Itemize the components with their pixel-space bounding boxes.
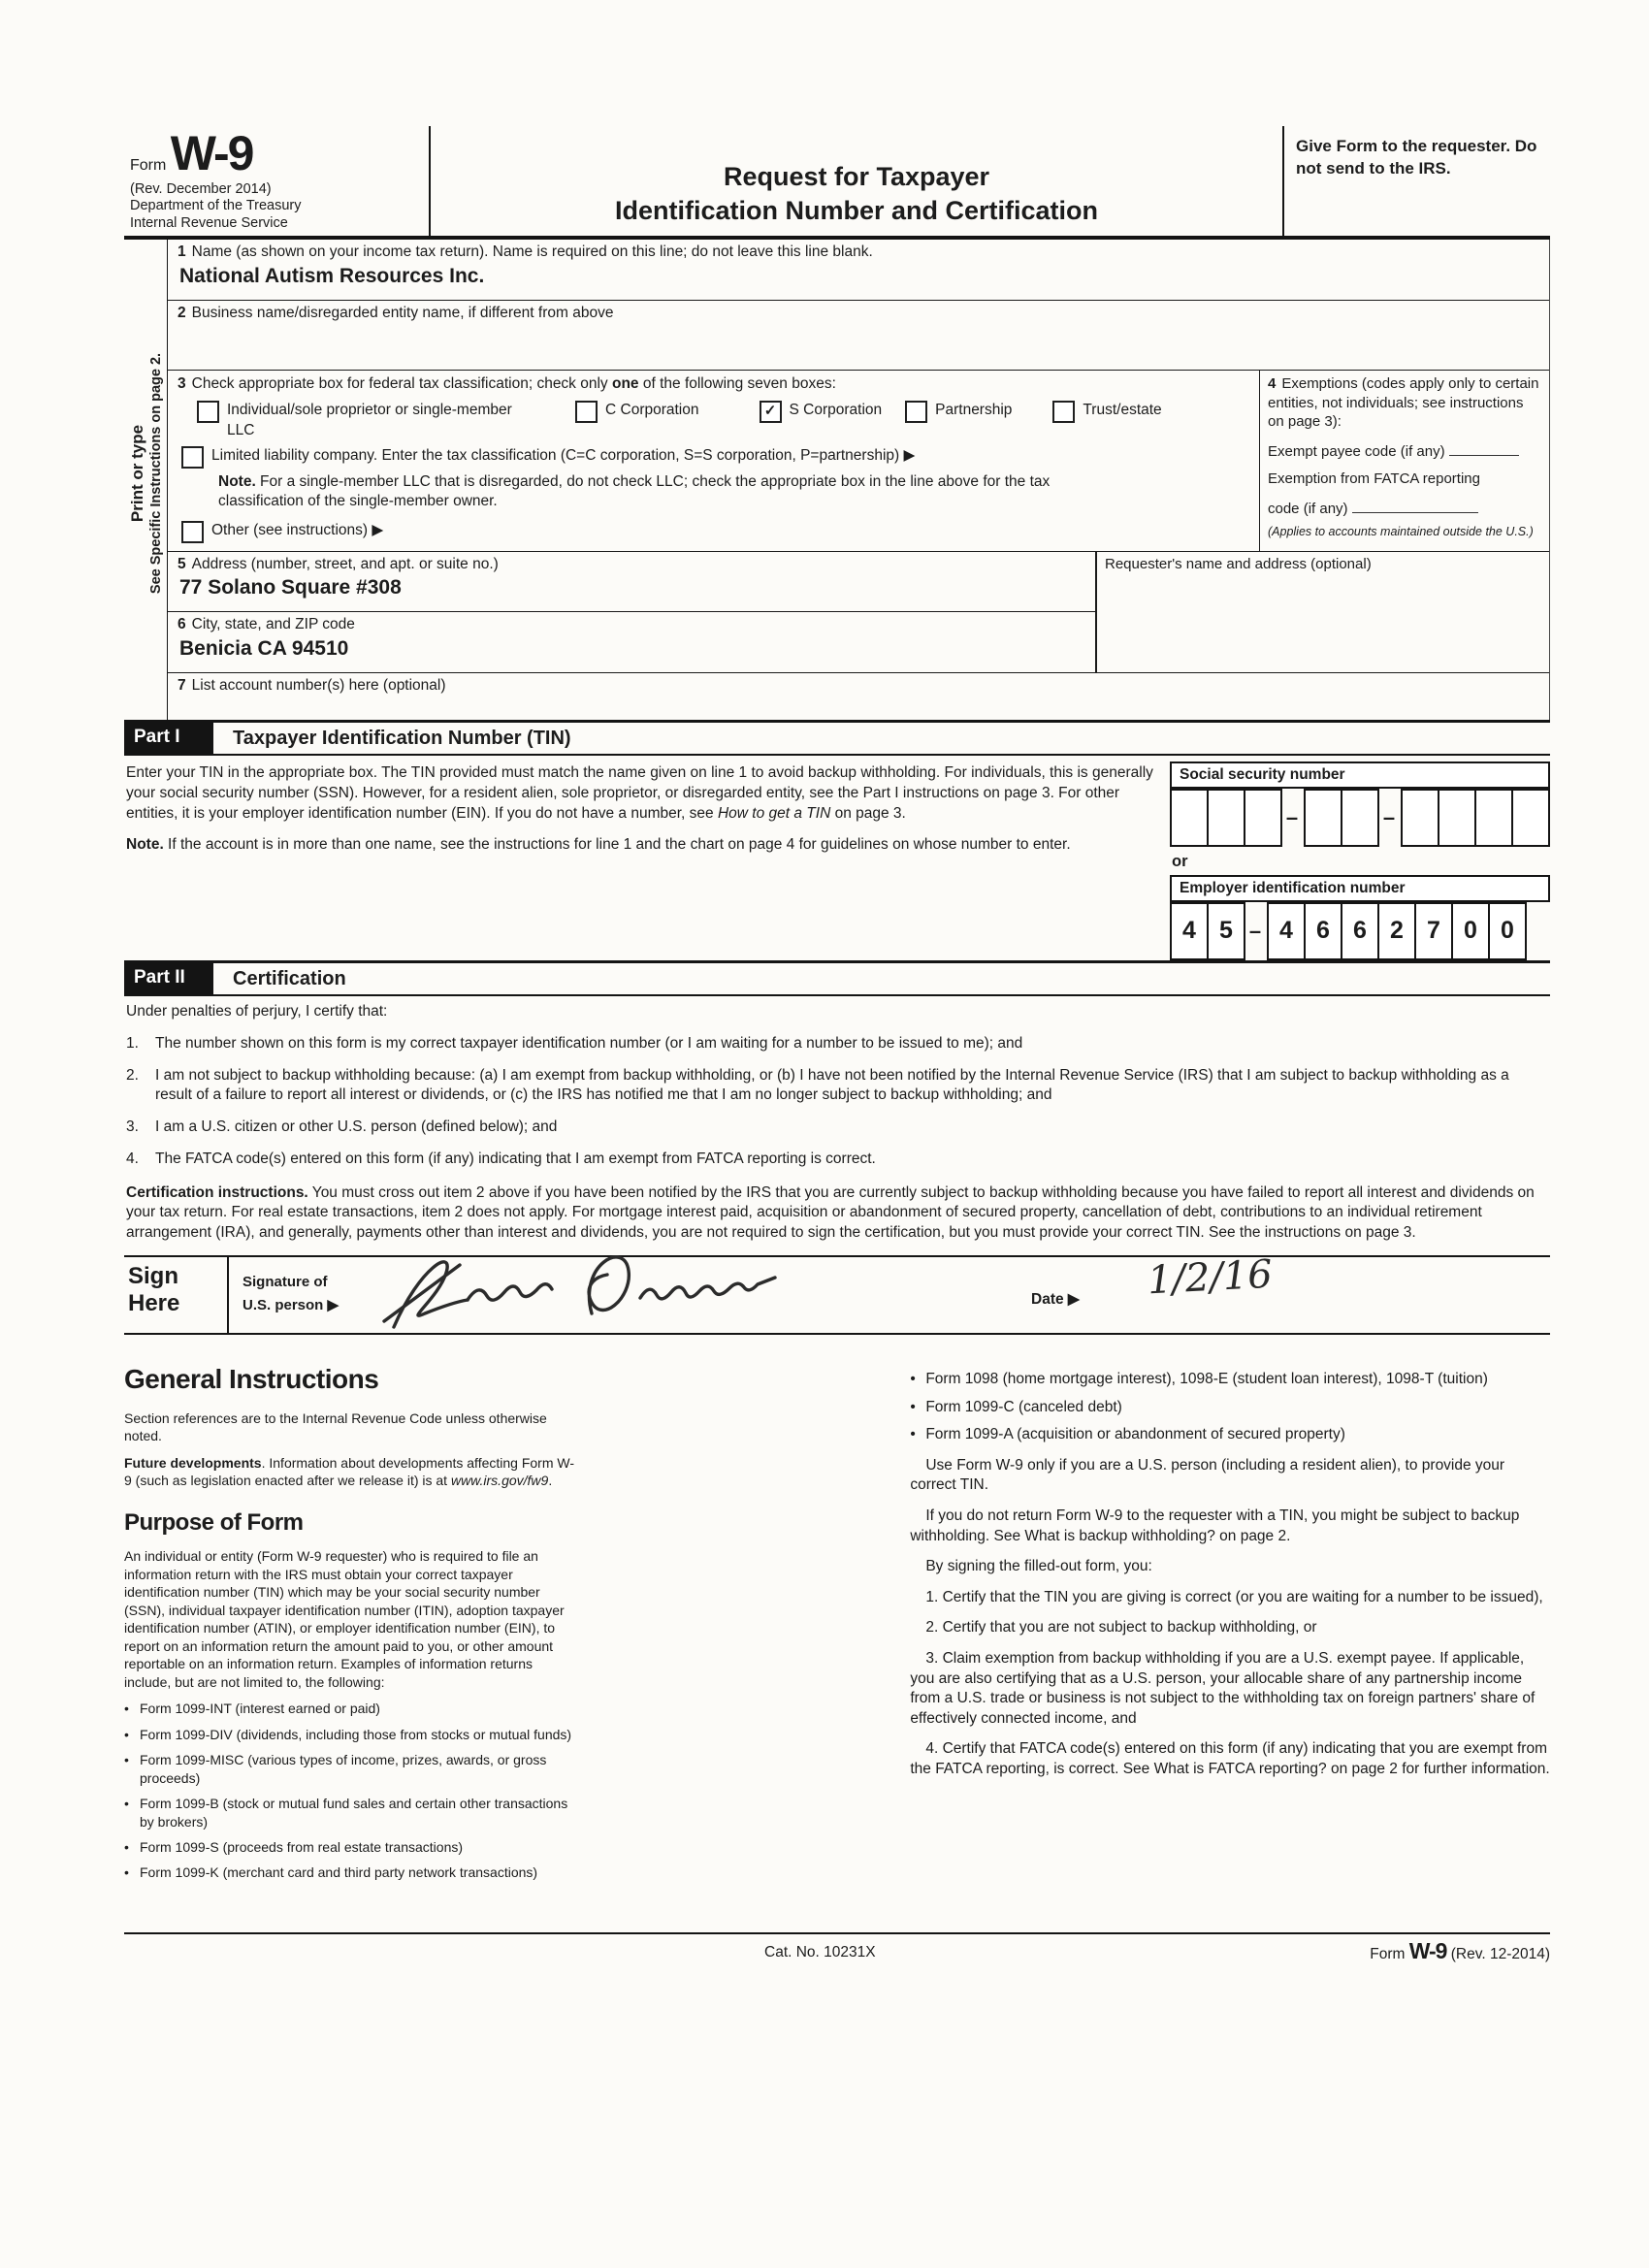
checkbox-item-individual <box>197 401 517 439</box>
ein-cell[interactable]: 6 <box>1341 902 1379 960</box>
footer-form-number: W-9 <box>1408 1937 1447 1963</box>
sign-here-row <box>124 1251 1550 1335</box>
bullet-text: Form 1099-K (merchant card and third party network transactions) <box>140 1864 538 1881</box>
ssn-dash: – <box>1382 805 1396 830</box>
form-header <box>124 126 1550 240</box>
requester-label: Requester's name and address (optional) <box>1105 555 1372 572</box>
bullet-dot: • <box>910 1370 916 1387</box>
llc-checkbox-row <box>181 446 1259 469</box>
line7-number: 7 <box>178 676 186 694</box>
or-label: or <box>1172 853 1188 871</box>
print-or-type-label: Print or type <box>128 425 146 523</box>
line2-business-name-row <box>168 301 1549 371</box>
ssn-cell[interactable] <box>1474 789 1513 847</box>
bullet-dot: • <box>124 1701 129 1717</box>
footer-form-word: Form <box>1370 1945 1406 1962</box>
ssn-cell[interactable] <box>1511 789 1550 847</box>
bullet-dot: • <box>910 1398 916 1415</box>
sign-word: Sign <box>128 1262 178 1289</box>
left-bullet-item <box>124 1726 574 1743</box>
section-references-paragraph: Section references are to the Internal Revenue Code unless otherwise noted. <box>124 1409 547 1444</box>
ssn-dash: – <box>1285 805 1299 830</box>
here-word: Here <box>128 1289 180 1316</box>
llc-note-bold: Note. <box>218 472 256 490</box>
left-bullet-item <box>124 1863 574 1881</box>
partnership-checkbox[interactable] <box>905 401 927 423</box>
certification-item-number: 2. <box>126 1066 139 1084</box>
ein-cell[interactable]: 4 <box>1267 902 1306 960</box>
certification-text <box>124 996 1550 1244</box>
footer-revision: (Rev. 12-2014) <box>1450 1945 1550 1962</box>
part2-header <box>124 960 1550 996</box>
line4-number: 4 <box>1268 375 1277 392</box>
part1-note-text: If the account is in more than one name, see the instructions for line 1 and the chart on page 4 for guidelines on whose number to enter. <box>163 836 1071 854</box>
certification-instructions-text: You must cross out item 2 above if you have been notified by the IRS that you are currently subject to backup withholding because you have failed to report all interest and dividends on your tax return. For real estate transactions, item 2 does not apply. For mortgage interest paid, acquisition or abandonment of secured property, cancellation of debt, contributions to an individual retirement arrangement (IRA), and generally, payments other than interest and dividends, you are not required to sign the certification, but you must provide your correct TIN. See the instructions on page 3. <box>126 1183 1535 1242</box>
by-signing-paragraph: By signing the filled-out form, you: <box>925 1558 1152 1575</box>
part1-paragraph-italic: How to get a TIN <box>717 804 831 822</box>
line5-label: Address (number, street, and apt. or suite no.) <box>191 555 499 572</box>
line1-number: 1 <box>178 243 186 261</box>
use-form-paragraph: Use Form W-9 only if you are a U.S. person (including a resident alien), to provide your correct TIN. <box>910 1456 1505 1494</box>
individual-checkbox-label: Individual/sole proprietor or single-member LLC <box>227 402 512 438</box>
fatca-code-label: code (if any) <box>1268 500 1348 517</box>
ssn-cell[interactable] <box>1244 789 1282 847</box>
requester-name-box <box>1095 552 1549 672</box>
tin-boxes-column <box>1170 756 1550 960</box>
bullet-text: Form 1099-MISC (various types of income, prizes, awards, or gross proceeds) <box>140 1752 547 1786</box>
checkbox-item-c-corporation <box>575 401 699 423</box>
right-bullet-item <box>910 1370 1550 1390</box>
bullet-text: Form 1099-INT (interest earned or paid) <box>140 1701 380 1717</box>
certification-item <box>126 1150 1546 1170</box>
other-checkbox[interactable] <box>181 521 204 543</box>
certification-item-text: The FATCA code(s) entered on this form (if any) indicating that I am exempt from FATCA reporting is correct. <box>155 1150 876 1167</box>
page-footer <box>124 1932 1550 1973</box>
fatca-label-line1: Exemption from FATCA reporting <box>1268 470 1480 487</box>
trust-estate-checkbox-label: Trust/estate <box>1083 402 1162 419</box>
s-corporation-checkbox-checked[interactable]: ✓ <box>760 401 782 423</box>
catalog-number: Cat. No. 10231X <box>764 1943 876 1960</box>
llc-checkbox[interactable] <box>181 446 204 469</box>
line5-address-row <box>168 552 1095 612</box>
line5-number: 5 <box>178 555 186 572</box>
bullet-text: Form 1098 (home mortgage interest), 1098-E (student loan interest), 1098-T (tuition) <box>925 1370 1488 1387</box>
certification-item-number: 1. <box>126 1034 139 1052</box>
ssn-cell[interactable] <box>1401 789 1439 847</box>
line3-label-bold: one <box>611 375 639 392</box>
ein-cell[interactable]: 4 <box>1170 902 1209 960</box>
right-numbered-item: 3. Claim exemption from backup withholding if you are a U.S. exempt payee. If applicable, you are also certifying that as a U.S. person, your allocable share of any partnership income from a U.S. trade or business is not subject to the withholding tax on foreign partners' share of effectively connected income, and <box>910 1650 1536 1727</box>
checkbox-item-s-corporation <box>760 401 883 423</box>
exemptions-box <box>1259 371 1549 551</box>
city-state-zip-field-value[interactable]: Benicia CA 94510 <box>179 636 349 660</box>
llc-note <box>218 472 1072 511</box>
form-revision: (Rev. December 2014) <box>130 181 272 197</box>
llc-note-text: For a single-member LLC that is disregarded, do not check LLC; check the appropriate box in the line above for the tax classification of the single-member owner. <box>218 472 1051 509</box>
ssn-cell[interactable] <box>1438 789 1476 847</box>
ssn-label-box: Social security number <box>1170 761 1550 789</box>
form-number: W-9 <box>170 126 253 180</box>
certification-item-text: I am not subject to backup withholding because: (a) I am exempt from backup withholding, or (b) I have not been notified by the Internal Revenue Service (IRS) that I am subject to backup withholding as a result of a failure to report all interest or dividends, or (c) the IRS has notified me that I am no longer subject to backup withholding; and <box>155 1066 1509 1104</box>
ein-dash: – <box>1248 919 1262 944</box>
bullet-dot: • <box>910 1426 916 1443</box>
line6-number: 6 <box>178 616 186 633</box>
line2-number: 2 <box>178 304 186 321</box>
address-requester-wrap <box>168 552 1549 673</box>
ssn-cell[interactable] <box>1170 789 1209 847</box>
classification-checkbox-row <box>178 401 1259 439</box>
certification-instructions-bold: Certification instructions. <box>126 1183 308 1201</box>
upper-form <box>124 240 1550 723</box>
line3-label-pre: Check appropriate box for federal tax classification; check only <box>191 375 612 392</box>
department-line: Department of the Treasury <box>130 198 302 213</box>
fatca-line2 <box>1268 498 1541 519</box>
form-title-line1: Request for Taxpayer <box>723 162 990 192</box>
fatca-code-field[interactable] <box>1352 498 1478 513</box>
future-developments-text: . Information about developments affecting Form W-9 (such as legislation enacted after we release it) is at <box>124 1454 575 1489</box>
checkbox-item-trust-estate <box>1052 401 1161 423</box>
fields-column <box>167 240 1550 720</box>
partnership-checkbox-label: Partnership <box>935 402 1013 419</box>
applies-outside-us-note: (Applies to accounts maintained outside the U.S.) <box>1268 525 1534 538</box>
future-developments-bold: Future developments <box>124 1454 262 1471</box>
exempt-payee-label: Exempt payee code (if any) <box>1268 442 1445 460</box>
future-developments-paragraph <box>124 1454 574 1490</box>
future-developments-end: . <box>548 1473 553 1489</box>
instructions-right-column <box>910 1362 1550 1890</box>
part1-text <box>124 756 1170 960</box>
form-word: Form <box>130 157 167 174</box>
sign-here-label <box>124 1257 229 1333</box>
form-id-block <box>124 126 431 236</box>
certification-item <box>126 1118 1546 1138</box>
part1-paragraph: Enter your TIN in the appropriate box. The TIN provided must match the name given on line 1 to avoid backup withholding. For individuals, this is generally your social security number (SSN). However, for a resident alien, sole proprietor, or disregarded entity, see the Part I instructions on page 3. For other entities, it is your employer identification number (EIN). If you do not have a number, see <box>126 764 1153 822</box>
part1-note <box>126 835 1154 856</box>
part2-tag: Part II <box>124 963 213 994</box>
part1-paragraph-post: on page 3. <box>830 804 906 822</box>
backup-withholding-paragraph: If you do not return Form W-9 to the requester with a TIN, you might be subject to backup withholding. See What is backup withholding? on page 2. <box>910 1507 1520 1544</box>
form-title-line2: Identification Number and Certification <box>614 196 1099 226</box>
left-bullet-item <box>124 1795 574 1831</box>
part1-tag: Part I <box>124 723 213 754</box>
checkbox-item-partnership <box>905 401 1012 423</box>
part1-header <box>124 723 1550 756</box>
bullet-dot: • <box>124 1864 129 1881</box>
llc-checkbox-label: Limited liability company. Enter the tax classification (C=C corporation, S=S corporation, P=partnership) ▶ <box>211 446 916 464</box>
exempt-payee-line <box>1268 440 1541 462</box>
certification-item <box>126 1034 1546 1054</box>
line1-label: Name (as shown on your income tax return). Name is required on this line; do not leave this line blank. <box>191 243 873 261</box>
signature-of-line1: Signature of <box>242 1273 328 1290</box>
classification-column <box>168 371 1259 551</box>
ssn-cell[interactable] <box>1304 789 1342 847</box>
bullet-dot: • <box>124 1839 129 1856</box>
address-field-value[interactable]: 77 Solano Square #308 <box>179 576 402 599</box>
part1-note-bold: Note. <box>126 836 164 854</box>
ein-cell[interactable]: 2 <box>1377 902 1416 960</box>
trust-estate-checkbox[interactable] <box>1052 401 1075 423</box>
exempt-payee-code-field[interactable] <box>1449 440 1519 456</box>
signature-of-line2: U.S. person ▶ <box>242 1296 340 1313</box>
other-checkbox-row <box>181 521 1259 543</box>
exemptions-label: Exemptions (codes apply only to certain entities, not individuals; see instructions on page 3): <box>1268 375 1539 430</box>
sidebar-column <box>124 240 167 720</box>
line6-label: City, state, and ZIP code <box>191 616 355 633</box>
form-title <box>431 126 1282 236</box>
c-corporation-checkbox-label: C Corporation <box>605 402 699 419</box>
certification-item <box>126 1066 1546 1107</box>
certification-item-number: 3. <box>126 1118 139 1136</box>
left-bullet-item <box>124 1700 574 1717</box>
certification-instructions <box>126 1183 1546 1244</box>
name-field-value[interactable]: National Autism Resources Inc. <box>179 264 485 287</box>
part1-content <box>124 756 1550 960</box>
instructions-left-column <box>124 1362 574 1890</box>
handwritten-date[interactable]: 1/2/16 <box>1146 1251 1274 1304</box>
line7-account-row <box>168 673 1549 720</box>
bullet-dot: • <box>124 1796 129 1812</box>
c-corporation-checkbox[interactable] <box>575 401 598 423</box>
general-instructions-heading: General Instructions <box>124 1363 379 1394</box>
left-bullet-item <box>124 1751 574 1787</box>
right-bullet-item <box>910 1398 1550 1418</box>
form-body <box>124 126 1550 1973</box>
part1-title: Taxpayer Identification Number (TIN) <box>233 728 571 750</box>
bullet-text: Form 1099-B (stock or mutual fund sales and certain other transactions by brokers) <box>140 1796 568 1830</box>
other-checkbox-label: Other (see instructions) ▶ <box>211 521 384 538</box>
ein-cells <box>1170 902 1550 960</box>
sidebar-vertical-text <box>128 346 165 600</box>
handwritten-signature[interactable] <box>367 1238 871 1350</box>
line3-number: 3 <box>178 375 186 392</box>
ssn-cell[interactable] <box>1341 789 1379 847</box>
ssn-cell[interactable] <box>1207 789 1245 847</box>
ein-cell[interactable]: 5 <box>1207 902 1245 960</box>
bullet-dot: • <box>124 1726 129 1742</box>
date-label: Date ▶ <box>1031 1290 1080 1308</box>
footer-form-id <box>1370 1938 1550 1964</box>
part2-title: Certification <box>233 968 346 990</box>
address-column <box>168 552 1095 672</box>
bullet-text: Form 1099-DIV (dividends, including those from stocks or mutual funds) <box>140 1726 572 1742</box>
certification-item-text: I am a U.S. citizen or other U.S. person (defined below); and <box>155 1118 558 1136</box>
right-numbered-item: 1. Certify that the TIN you are giving is correct (or you are waiting for a number to be issued), <box>925 1588 1543 1605</box>
business-name-field-value[interactable] <box>178 322 1549 370</box>
ein-cell[interactable]: 6 <box>1304 902 1342 960</box>
line3-classification-row <box>168 371 1549 552</box>
certification-item-number: 4. <box>126 1150 139 1167</box>
s-corporation-checkbox-label: S Corporation <box>789 402 883 419</box>
right-bullet-item <box>910 1425 1550 1445</box>
right-numbered-item: 2. Certify that you are not subject to backup withholding, or <box>925 1619 1317 1636</box>
give-form-note: Give Form to the requester. Do not send to the IRS. <box>1282 126 1550 236</box>
bullet-dot: • <box>124 1752 129 1768</box>
ein-cell[interactable]: 7 <box>1414 902 1453 960</box>
certification-intro: Under penalties of perjury, I certify that: <box>126 1003 388 1021</box>
ein-cell[interactable]: 0 <box>1488 902 1527 960</box>
individual-checkbox[interactable] <box>197 401 219 423</box>
purpose-of-form-heading: Purpose of Form <box>124 1508 304 1536</box>
certification-item-text: The number shown on this form is my correct taxpayer identification number (or I am waiting for a number to be issued to me); and <box>155 1034 1023 1052</box>
line3-label-post: of the following seven boxes: <box>638 375 836 392</box>
bullet-text: Form 1099-S (proceeds from real estate transactions) <box>140 1839 464 1856</box>
purpose-paragraph: An individual or entity (Form W-9 requester) who is required to file an information return with the IRS must obtain your correct taxpayer identification number (TIN) which may be your social security number (SSN), individual taxpayer identification number (ITIN), adoption taxpayer identification number (ATIN), or employer identification number (EIN), to report on an information return the amount paid to you, or other amount reportable on an information return. Examples of information returns include, but are not limited to, the following: <box>124 1548 565 1690</box>
agency-line: Internal Revenue Service <box>130 215 288 232</box>
line6-city-row <box>168 612 1095 671</box>
left-bullet-item <box>124 1838 574 1856</box>
ein-label-box: Employer identification number <box>1170 875 1550 902</box>
line1-name-row <box>168 240 1549 300</box>
general-instructions <box>124 1362 1550 1890</box>
line7-label: List account number(s) here (optional) <box>191 676 446 694</box>
bullet-text: Form 1099-C (canceled debt) <box>925 1398 1122 1415</box>
ssn-cells <box>1170 789 1550 847</box>
line2-label: Business name/disregarded entity name, if different from above <box>191 304 614 321</box>
ein-cell[interactable]: 0 <box>1451 902 1490 960</box>
right-numbered-item: 4. Certify that FATCA code(s) entered on this form (if any) indicating that you are exempt from the FATCA reporting, is correct. See What is FATCA reporting? on page 2 for further information. <box>910 1740 1550 1778</box>
irs-url: www.irs.gov/fw9 <box>450 1473 549 1489</box>
see-instructions-label: See Specific Instructions on page 2. <box>147 353 164 595</box>
bullet-text: Form 1099-A (acquisition or abandonment of secured property) <box>925 1426 1345 1443</box>
